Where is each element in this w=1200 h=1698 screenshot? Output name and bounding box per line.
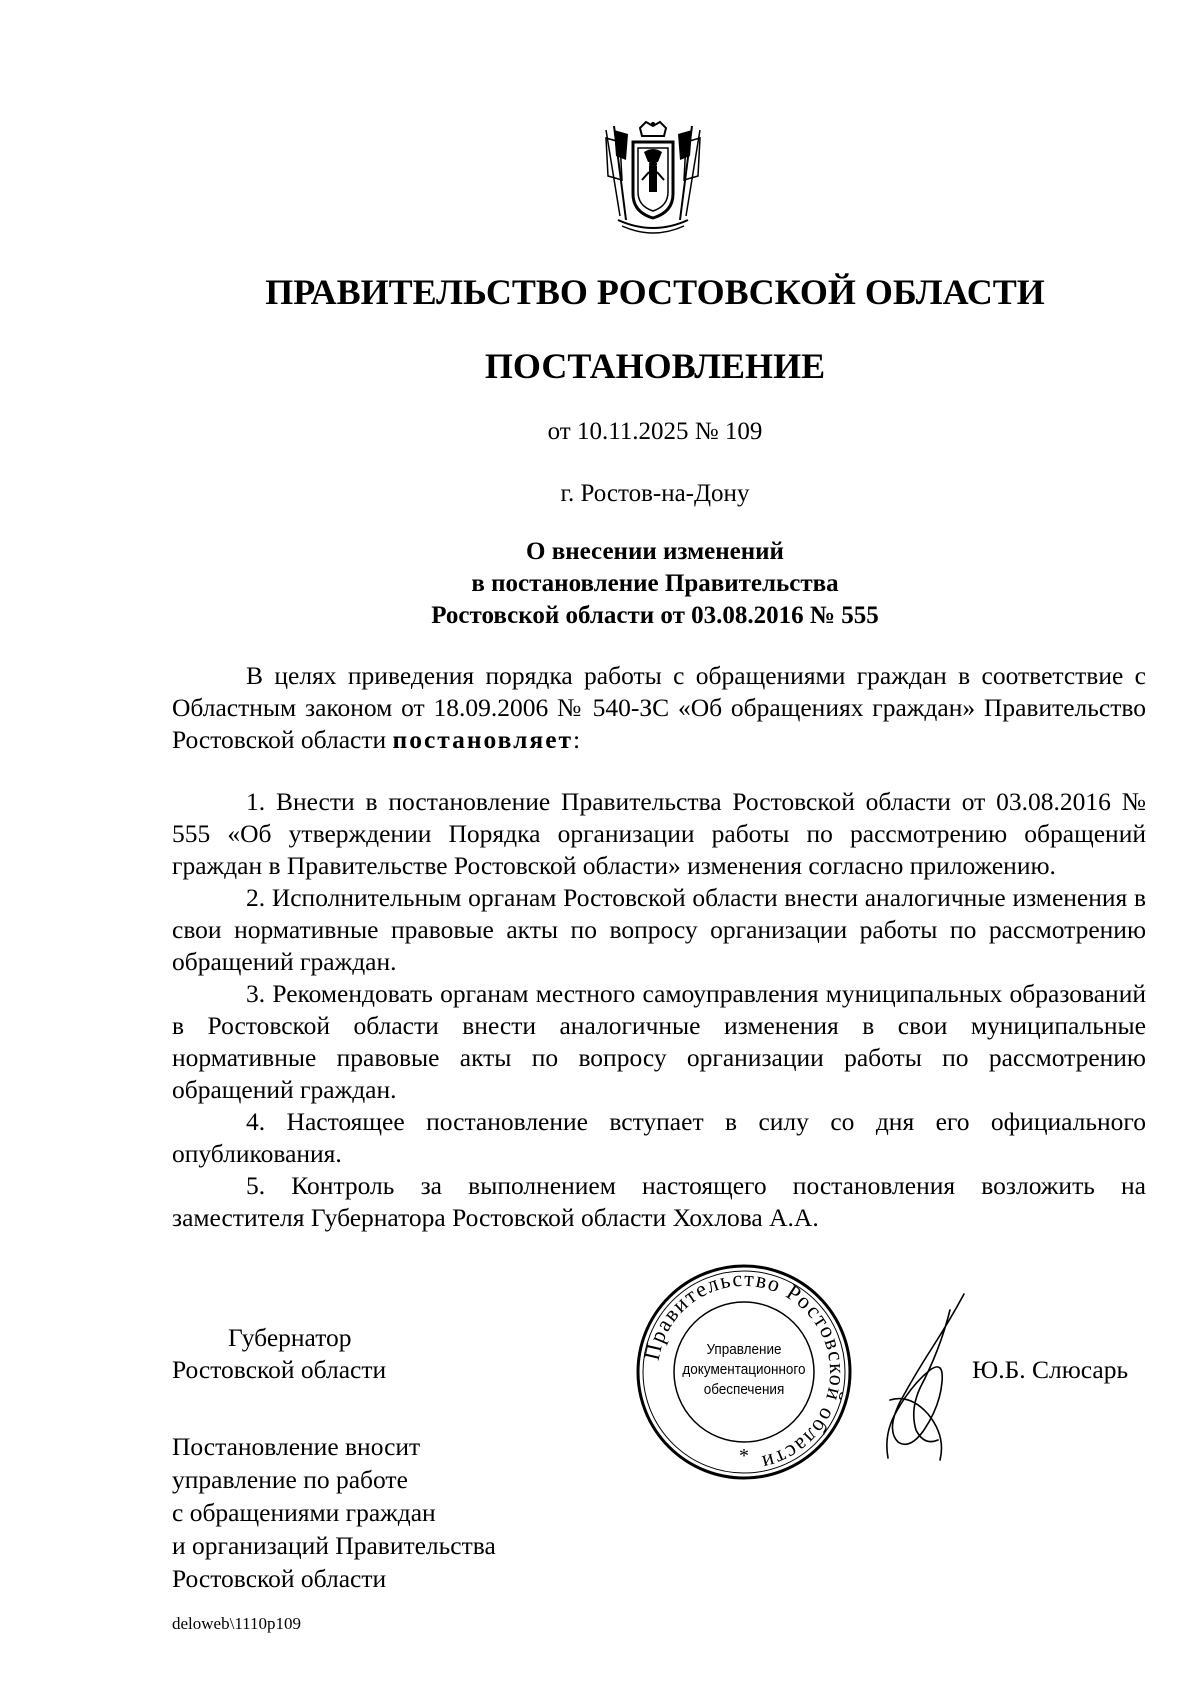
introduced-by-line: управление по работе [172,1465,408,1494]
preamble-ending: : [573,725,581,754]
decree-item: 2. Исполнительным органам Ростовской области внести аналогичные изменения в свои нормативные правовые акты по вопросу организации работы по рассмотрению обращений граждан. [172,883,1146,976]
document-subject [160,536,1150,632]
seal-inner-line: обеспечения [703,1381,785,1398]
organization-title: ПРАВИТЕЛЬСТВО РОСТОВСКОЙ ОБЛАСТИ [265,272,1045,312]
introduced-by-line: с обращениями граждан [172,1498,436,1527]
decree-item: 1. Внести в постановление Правительства Ростовской области от 03.08.2016 № 555 «Об утверждении Порядка организации работы по рассмотрению обращений граждан в Правительстве Ростовской области» изменения согласно приложению. [172,787,1146,880]
document-type-title: ПОСТАНОВЛЕНИЕ [484,346,826,386]
handwritten-signature [880,1290,970,1470]
seal-ring-text: Правительство Ростовской области [638,1265,851,1477]
decree-item: 4. Настоящее постановление вступает в силу со дня его официального опубликования. [172,1107,1146,1168]
preamble-text: В целях приведения порядка работы с обращениями граждан в соответствие с Областным законом от 18.09.2006 № 540-ЗС «Об обращениях граждан» Правительство Ростовской области [172,661,1146,754]
document-file-code: deloweb\1110p109 [172,1614,302,1633]
introduced-by-line: и организаций Правительства [172,1531,496,1560]
seal-star: * [739,1445,749,1467]
coat-of-arms-emblem [600,120,706,238]
decree-item: 3. Рекомендовать органам местного самоуправления муниципальных образований в Ростовской области внести аналогичные изменения в свои муниципальные нормативные правовые акты по вопросу организации работы по рассмотрению обращений граждан. [172,979,1146,1104]
preamble-paragraph [172,660,1146,756]
subject-line: Ростовской области от 03.08.2016 № 555 [431,602,879,629]
subject-line: О внесении изменений [526,538,784,565]
decree-word: постановляет [392,725,574,754]
subject-line: в постановление Правительства [471,570,839,597]
decree-item: 5. Контроль за выполнением настоящего постановления возложить на заместителя Губернатора Ростовской области Хохлова А.А. [172,1171,1146,1232]
signer-name: Ю.Б. Слюсарь [972,1355,1129,1384]
document-body [172,660,1146,1234]
introduced-by-line: Ростовской области [172,1564,387,1593]
official-seal-stamp [634,1262,854,1482]
signer-title [172,1322,386,1386]
document-date-number: от 10.11.2025 № 109 [547,418,763,445]
signer-title-line: Ростовской области [172,1355,387,1384]
seal-inner-text [681,1340,807,1400]
document-city: г. Ростов-на-Дону [560,480,750,507]
introduced-by-line: Постановление вносит [172,1432,421,1461]
seal-inner-line: документационного [682,1361,806,1378]
introduced-by-block [172,1430,496,1595]
signer-title-line: Губернатор [228,1323,352,1352]
seal-inner-line: Управление [706,1341,782,1358]
